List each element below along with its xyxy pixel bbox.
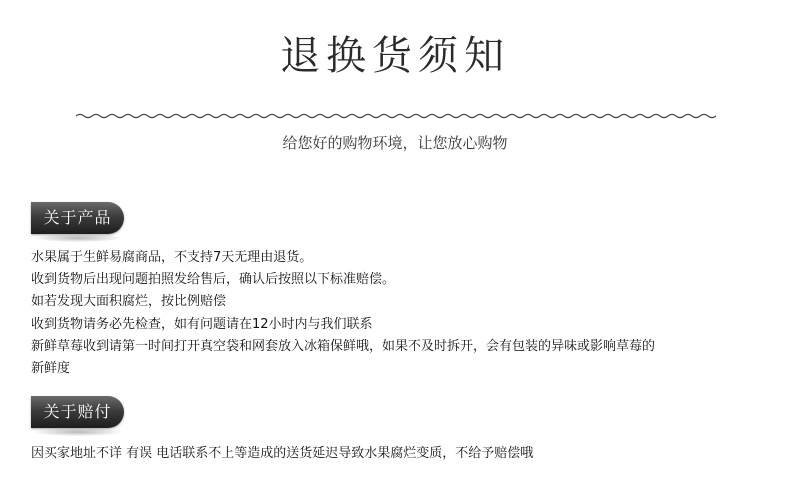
section-badge-compensation bbox=[31, 396, 124, 436]
product-line: 新鲜草莓收到请第一时间打开真空袋和网套放入冰箱保鲜哦，如果不及时拆开，会有包装的异味或影响草莓的 bbox=[31, 338, 656, 354]
section-body-product bbox=[31, 247, 771, 380]
product-line: 新鲜度 bbox=[31, 361, 71, 377]
product-line: 收到货物后出现问题拍照发给售后，确认后按照以下标准赔偿。 bbox=[31, 272, 396, 288]
product-line: 收到货物请务必先检查，如有问题请在12小时内与我们联系 bbox=[31, 316, 373, 332]
wave-divider bbox=[76, 106, 716, 126]
section-badge-product bbox=[31, 202, 124, 242]
product-line: 水果属于生鲜易腐商品，不支持7天无理由退货。 bbox=[31, 250, 313, 265]
badge-shadow bbox=[35, 428, 121, 436]
page-title: 退换货须知 bbox=[280, 33, 510, 79]
section-label-product: 关于产品 bbox=[31, 202, 124, 234]
badge-shadow bbox=[35, 234, 121, 242]
product-line: 如若发现大面积腐烂，按比例赔偿 bbox=[31, 294, 227, 310]
compensation-line: 因买家地址不详 有误 电话联系不上等造成的送货延迟导致水果腐烂变质，不给予赔偿哦 bbox=[31, 446, 534, 461]
section-body-compensation bbox=[31, 443, 771, 465]
page-subtitle: 给您好的购物环境，让您放心购物 bbox=[282, 134, 508, 152]
section-label-compensation: 关于赔付 bbox=[31, 396, 124, 428]
